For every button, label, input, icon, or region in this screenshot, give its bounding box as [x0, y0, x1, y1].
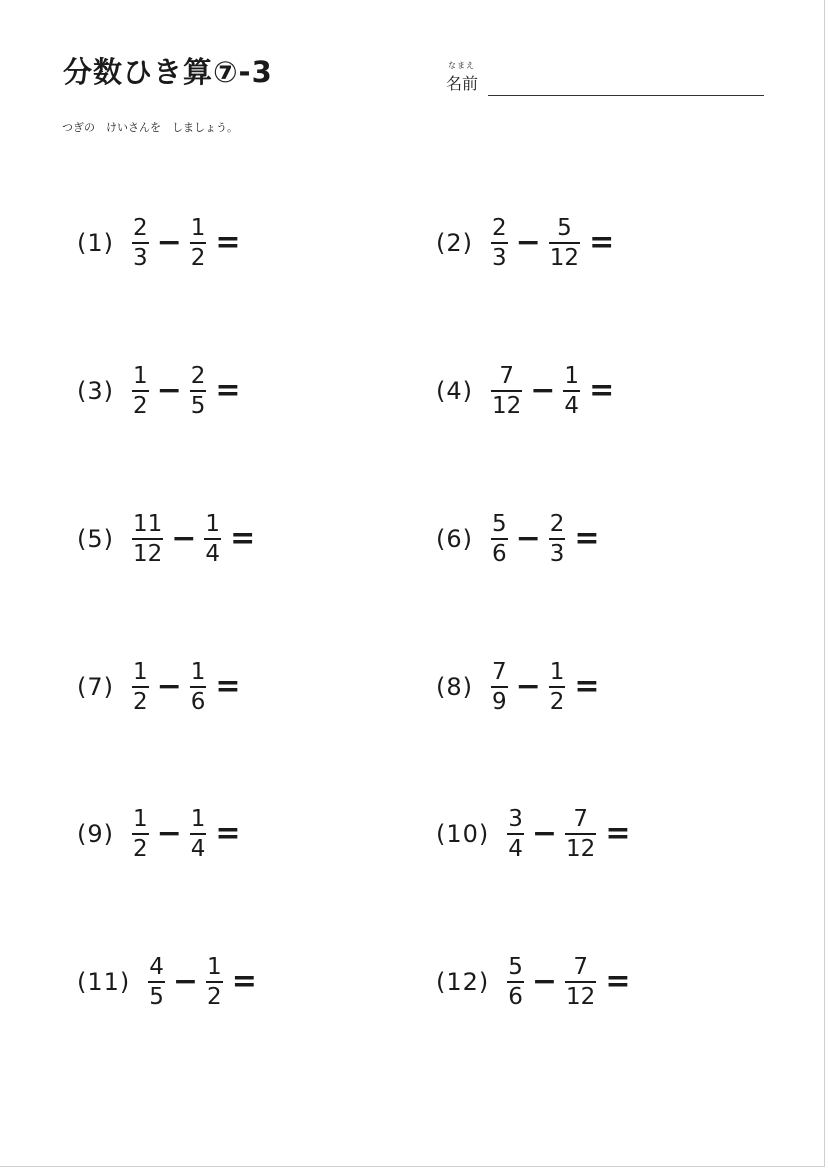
problem-12: [436, 952, 630, 1012]
fraction-bar: [132, 538, 163, 540]
fraction-bar: [563, 390, 580, 392]
fraction-minuend: [132, 512, 163, 567]
problem-11: [77, 952, 257, 1012]
equals-sign: =: [231, 964, 257, 999]
denominator: 12: [133, 540, 163, 567]
denominator: 4: [564, 392, 580, 419]
numerator: 7: [499, 362, 514, 389]
minus-sign: −: [156, 373, 182, 408]
fraction-bar: [491, 538, 508, 540]
numerator: 2: [549, 510, 565, 537]
problem-10: [436, 804, 630, 864]
minus-sign: −: [156, 669, 182, 704]
minus-sign: −: [531, 816, 558, 851]
numerator: 1: [190, 214, 206, 241]
minus-sign: −: [156, 816, 182, 851]
problem-number: (5): [77, 525, 114, 553]
fraction-bar: [148, 981, 165, 983]
denominator: 4: [190, 835, 206, 862]
fraction-subtrahend: [190, 216, 207, 271]
denominator: 3: [549, 540, 565, 567]
fraction-subtrahend: [190, 364, 207, 419]
equals-sign: =: [605, 816, 631, 851]
numerator: 1: [205, 510, 221, 537]
fraction-bar: [132, 833, 149, 835]
denominator: 12: [566, 983, 596, 1010]
problem-number: (10): [436, 820, 490, 848]
fraction-minuend: [491, 216, 508, 271]
numerator: 1: [190, 805, 206, 832]
numerator: 7: [492, 658, 507, 685]
fraction-bar: [132, 390, 149, 392]
problem-number: (12): [436, 968, 490, 996]
denominator: 2: [133, 688, 148, 715]
problem-number: (1): [77, 229, 114, 257]
equals-sign: =: [215, 225, 241, 260]
name-label: 名前: [446, 74, 479, 93]
numerator: 11: [133, 510, 163, 537]
denominator: 6: [508, 983, 523, 1010]
problem-3: [77, 361, 241, 421]
problem-7: [77, 657, 241, 717]
fraction-subtrahend: [549, 216, 580, 271]
fraction-bar: [132, 686, 149, 688]
minus-sign: −: [515, 669, 541, 704]
numerator: 7: [573, 805, 588, 832]
problem-8: [436, 657, 600, 717]
fraction-subtrahend: [549, 512, 566, 567]
fraction-minuend: [132, 364, 149, 419]
fraction-minuend: [507, 955, 524, 1010]
minus-sign: −: [156, 225, 182, 260]
numerator: 1: [564, 362, 580, 389]
fraction-minuend: [148, 955, 165, 1010]
equals-sign: =: [215, 373, 241, 408]
numerator: 1: [190, 658, 206, 685]
fraction-bar: [491, 390, 522, 392]
fraction-minuend: [491, 364, 522, 419]
denominator: 12: [492, 392, 522, 419]
fraction-bar: [204, 538, 221, 540]
minus-sign: −: [530, 373, 556, 408]
problem-number: (11): [77, 968, 131, 996]
problem-number: (7): [77, 673, 114, 701]
problem-number: (2): [436, 229, 473, 257]
fraction-bar: [549, 538, 566, 540]
fraction-subtrahend: [549, 660, 566, 715]
denominator: 2: [133, 835, 148, 862]
numerator: 1: [133, 658, 148, 685]
fraction-subtrahend: [206, 955, 223, 1010]
fraction-subtrahend: [565, 807, 596, 862]
fraction-minuend: [132, 807, 149, 862]
fraction-subtrahend: [190, 660, 207, 715]
fraction-bar: [190, 390, 207, 392]
denominator: 6: [492, 540, 507, 567]
denominator: 4: [508, 835, 523, 862]
fraction-minuend: [132, 660, 149, 715]
problem-number: (3): [77, 377, 114, 405]
numerator: 7: [573, 953, 588, 980]
equals-sign: =: [230, 521, 256, 556]
fraction-subtrahend: [190, 807, 207, 862]
equals-sign: =: [215, 816, 241, 851]
numerator: 1: [549, 658, 565, 685]
fraction-bar: [491, 686, 508, 688]
equals-sign: =: [574, 521, 600, 556]
fraction-minuend: [491, 660, 508, 715]
denominator: 2: [190, 244, 206, 271]
numerator: 2: [492, 214, 507, 241]
instruction-text: つぎの けいさんを しましょう。: [62, 121, 238, 134]
fraction-minuend: [132, 216, 149, 271]
equals-sign: =: [574, 669, 600, 704]
fraction-bar: [206, 981, 223, 983]
problem-4: [436, 361, 614, 421]
denominator: 9: [492, 688, 507, 715]
denominator: 12: [566, 835, 596, 862]
problem-5: [77, 509, 255, 569]
equals-sign: =: [215, 669, 241, 704]
fraction-bar: [507, 981, 524, 983]
minus-sign: −: [515, 225, 541, 260]
minus-sign: −: [515, 521, 541, 556]
numerator: 1: [133, 362, 148, 389]
fraction-subtrahend: [563, 364, 580, 419]
problem-2: [436, 213, 614, 273]
fraction-bar: [491, 242, 508, 244]
numerator: 1: [133, 805, 148, 832]
fraction-bar: [132, 242, 149, 244]
denominator: 12: [549, 244, 580, 271]
denominator: 5: [190, 392, 206, 419]
minus-sign: −: [171, 521, 197, 556]
problem-number: (6): [436, 525, 473, 553]
denominator: 2: [549, 688, 565, 715]
worksheet-title: 分数ひき算⑦-3: [63, 55, 273, 89]
name-write-line[interactable]: [488, 95, 764, 96]
fraction-subtrahend: [204, 512, 221, 567]
denominator: 4: [205, 540, 221, 567]
denominator: 2: [207, 983, 222, 1010]
equals-sign: =: [589, 225, 615, 260]
problem-9: [77, 804, 241, 864]
fraction-bar: [565, 833, 596, 835]
minus-sign: −: [531, 964, 558, 999]
fraction-minuend: [491, 512, 508, 567]
numerator: 5: [508, 953, 523, 980]
problem-number: (9): [77, 820, 114, 848]
fraction-bar: [190, 833, 207, 835]
numerator: 5: [492, 510, 507, 537]
fraction-minuend: [507, 807, 524, 862]
numerator: 4: [149, 953, 164, 980]
problem-number: (8): [436, 673, 473, 701]
name-field: [446, 60, 766, 100]
numerator: 3: [508, 805, 523, 832]
fraction-bar: [507, 833, 524, 835]
fraction-bar: [549, 242, 580, 244]
numerator: 2: [133, 214, 148, 241]
equals-sign: =: [605, 964, 631, 999]
fraction-bar: [549, 686, 566, 688]
equals-sign: =: [589, 373, 615, 408]
problem-1: [77, 213, 241, 273]
problem-6: [436, 509, 600, 569]
fraction-bar: [190, 242, 207, 244]
fraction-subtrahend: [565, 955, 596, 1010]
problem-number: (4): [436, 377, 473, 405]
name-furigana: なまえ: [448, 61, 475, 70]
numerator: 2: [190, 362, 206, 389]
denominator: 3: [492, 244, 507, 271]
denominator: 6: [190, 688, 206, 715]
fraction-bar: [190, 686, 207, 688]
denominator: 5: [149, 983, 164, 1010]
numerator: 5: [557, 214, 572, 241]
denominator: 3: [133, 244, 148, 271]
numerator: 1: [207, 953, 222, 980]
fraction-bar: [565, 981, 596, 983]
minus-sign: −: [172, 964, 199, 999]
denominator: 2: [133, 392, 148, 419]
